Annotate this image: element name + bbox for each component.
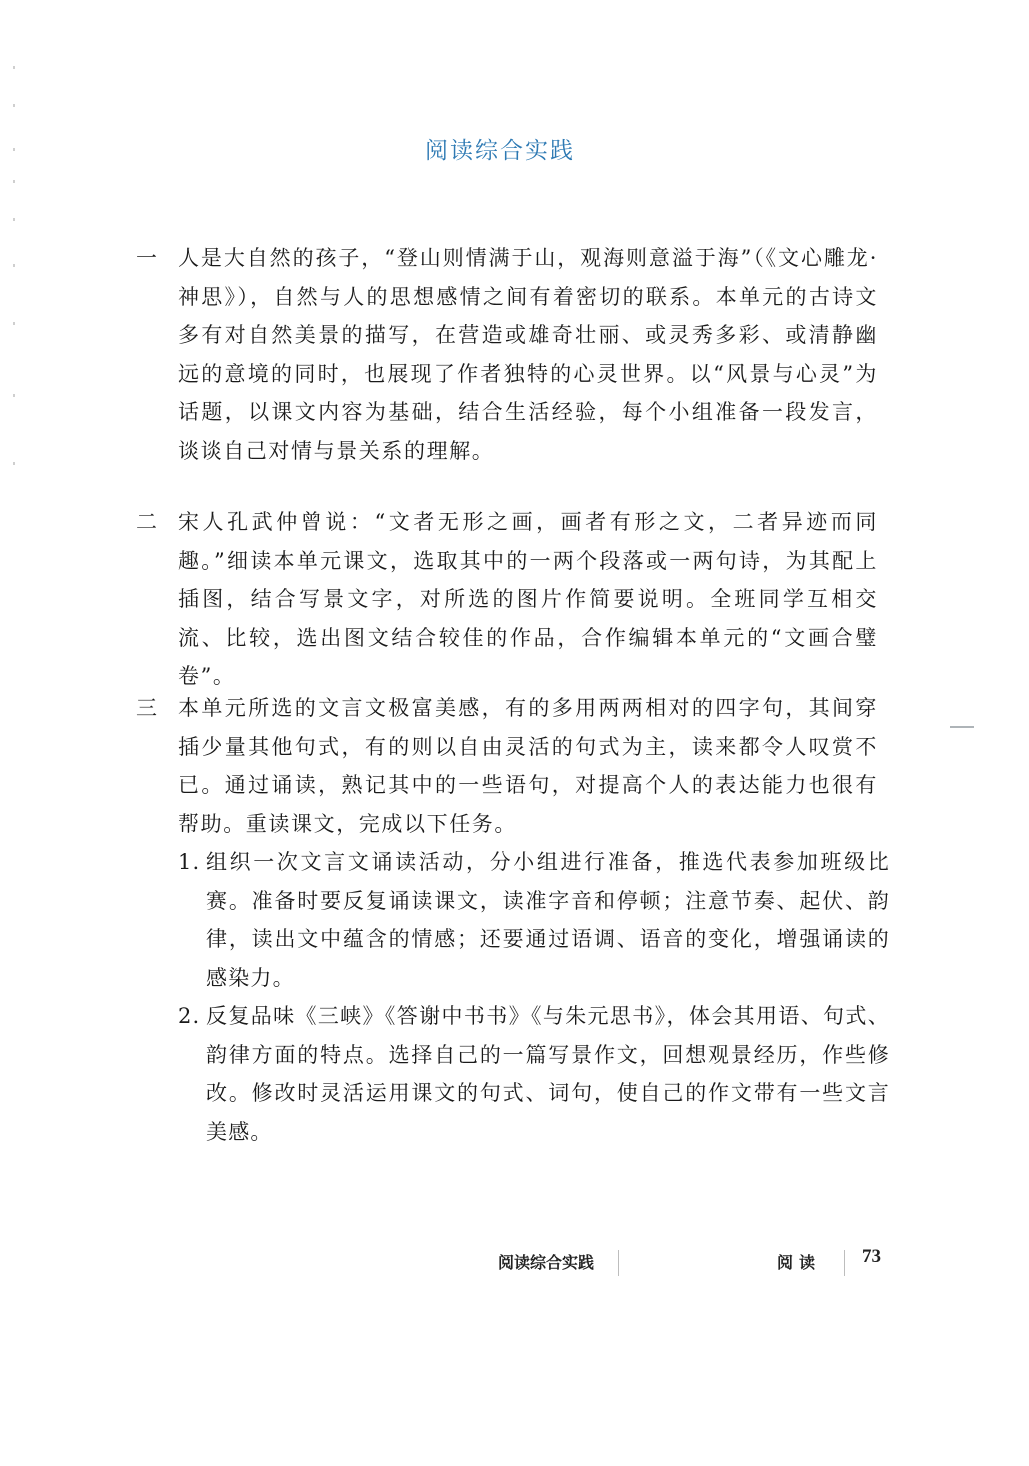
task-text: 组织一次文言文诵读活动，分小组进行准备，推选代表参加班级比赛。准备时要反复诵读课文，读准字音和停顿；注意节奏、起伏、韵律，读出文中蕴含的情感；还要通过语调、语音的变化，增强诵读的感染力。 [206,850,890,990]
task-number: 2. [178,1004,201,1028]
footer-divider [844,1250,845,1276]
task-list [178,843,890,1151]
task-item-1 [178,843,890,997]
scan-speck [13,104,15,107]
section-number: 二 [136,510,157,534]
scan-speck [13,394,15,397]
section-number: 三 [136,696,157,720]
task-number: 1. [178,850,201,874]
scan-speck [13,180,15,183]
section-number: 一 [136,246,157,270]
scan-speck [13,218,15,221]
task-text: 反复品味《三峡》《答谢中书书》《与朱元思书》，体会其用语、句式、韵律方面的特点。选择自己的一篇写景作文，回想观景经历，作些修改。修改时灵活运用课文的句式、词句，使自己的作文带有一些文言美感。 [206,1004,890,1144]
section-text: 人是大自然的孩子，“登山则情满于山，观海则意溢于海”（《文心雕龙·神思》），自然与人的思想感情之间有着密切的联系。本单元的古诗文多有对自然美景的描写，在营造或雄奇壮丽、或灵秀多彩、或清静幽远的意境的同时，也展现了作者独特的心灵世界。以“风景与心灵”为话题，以课文内容为基础，结合生活经验，每个小组准备一段发言，谈谈自己对情与景关系的理解。 [178,246,878,463]
task-item-2 [178,997,890,1151]
section-body [178,689,890,1151]
footer-section-name: 阅读综合实践 [498,1253,595,1272]
page-title: 阅读综合实践 [425,138,575,164]
page-number: 73 [862,1246,881,1267]
section-text: 宋人孔武仲曾说：“文者无形之画，画者有形之文，二者异迹而同趣。”细读本单元课文，选取其中的一两个段落或一两句诗，为其配上插图，结合写景文字，对所选的图片作简要说明。全班同学互相交流、比较，选出图文结合较佳的作品，合作编辑本单元的“文画合璧卷”。 [178,510,878,688]
scan-speck [13,462,15,465]
section-text: 本单元所选的文言文极富美感，有的多用两两相对的四字句，其间穿插少量其他句式，有的则以自由灵活的句式为主，读来都令人叹赏不已。通过诵读，熟记其中的一些语句，对提高个人的表达能力也很有帮助。重读课文，完成以下任务。 [178,696,878,836]
scan-speck [13,322,15,325]
footer-divider [618,1250,619,1276]
footer-part-name: 阅读 [777,1253,822,1272]
scan-speck [13,264,15,267]
margin-mark [950,726,974,728]
scan-speck [13,66,15,69]
